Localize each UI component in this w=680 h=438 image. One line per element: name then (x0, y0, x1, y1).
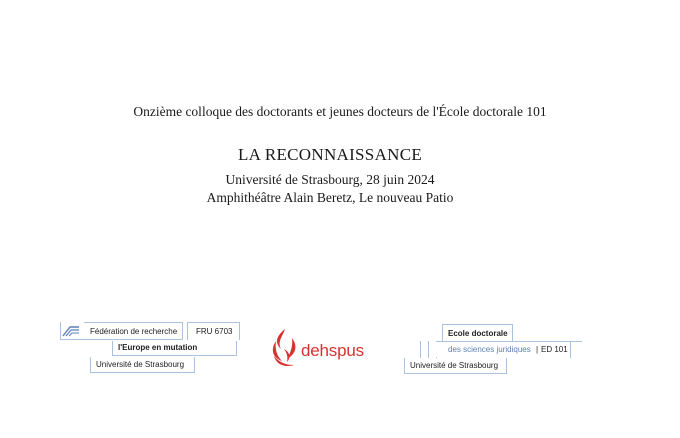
federation-line1: Fédération de recherche (90, 327, 178, 336)
ed-line2: des sciences juridiques (448, 345, 531, 354)
venue-line: Amphithéâtre Alain Beretz, Le nouveau Patio (206, 190, 454, 205)
dehspus-logo (270, 326, 380, 372)
federation-logo (60, 322, 250, 374)
federation-icon (62, 325, 80, 337)
federation-line2: l'Europe en mutation (118, 343, 198, 352)
ed-separator: | (536, 345, 539, 354)
colloquium-subtitle: Onzième colloque des doctorants et jeunes docteurs de l'École doctorale 101 (133, 104, 547, 119)
ed-code: ED 101 (541, 345, 568, 354)
dehspus-name: dehspus (301, 341, 364, 360)
ed-line1: Ecole doctorale (448, 329, 508, 338)
ed-line3: Université de Strasbourg (410, 361, 499, 370)
federation-line3: Université de Strasbourg (96, 360, 185, 369)
flame-icon (270, 328, 300, 370)
page-title: LA RECONNAISSANCE (237, 145, 423, 164)
ecole-doctorale-logo (400, 324, 580, 376)
date-line: Université de Strasbourg, 28 juin 2024 (225, 172, 435, 187)
federation-code: FRU 6703 (196, 327, 233, 336)
